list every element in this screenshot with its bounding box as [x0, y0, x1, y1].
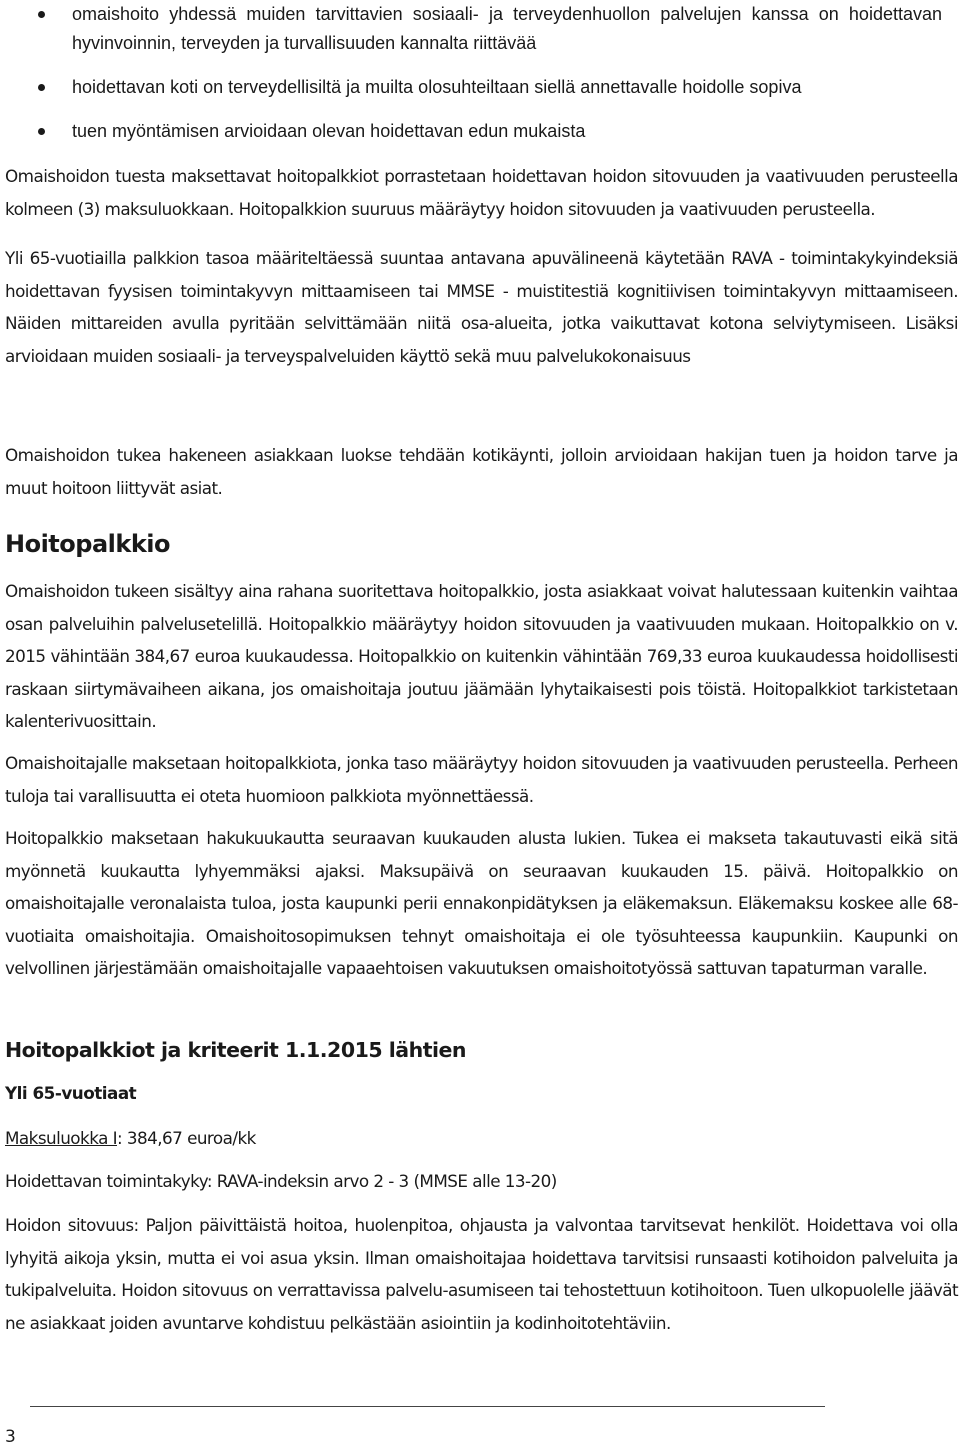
- bullet-dot-icon: [38, 128, 45, 135]
- toimintakyky-line: Hoidettavan toimintakyky: RAVA-indeksin arvo 2 - 3 (MMSE alle 13-20): [5, 1171, 557, 1191]
- page-number: 3: [5, 1427, 16, 1447]
- section-heading-kriteerit: Hoitopalkkiot ja kriteerit 1.1.2015 lähtien: [5, 1038, 467, 1062]
- maksuluokka-line: [5, 1128, 256, 1148]
- bullet-dot-icon: [38, 11, 45, 18]
- maksuluokka-label: Maksuluokka I: [5, 1128, 117, 1148]
- paragraph-maksupaiva: Hoitopalkkio maksetaan hakukuukautta seuraavan kuukauden alusta lukien. Tukea ei makseta takautuvasti eikä sitä myönnetä kuukautta lyhyemmäksi ajaksi. Maksupäivä on seuraavan kuukauden 15. päivä. Hoitopalkkio on omaishoitajalle veronalaista tuloa, josta kaupunki perii ennakonpidätyksen ja eläkemaksun. Eläkemaksu koskee alle 68-vuotiaita omaishoitajia. Omaishoitosopimuksen tehnyt omaishoitaja ei ole työsuhteessa kaupunkiin. Kaupunki on velvollinen järjestämään omaishoitajalle vapaaehtoisen vakuutuksen omaishoitotyössä sattuvan tapaturman varalle.: [5, 828, 958, 978]
- bullet-text: tuen myöntämisen arvioidaan olevan hoidettavan edun mukaista: [72, 121, 586, 141]
- section-heading-hoitopalkkio: Hoitopalkkio: [5, 530, 170, 558]
- paragraph-hoidon-sitovuus: Hoidon sitovuus: Paljon päivittäistä hoitoa, huolenpitoa, ohjausta ja valvontaa tarvitsevat henkilöt. Hoidettava voi olla lyhyitä aikoja yksin, mutta ei voi asua yksin. Ilman omaishoitajaa hoidettava tarvitsisi runsaasti kotihoidon palveluita ja tukipalveluita. Hoidon sitovuus on verrattavissa palvelu-asumiseen tai tehostettuun kotihoitoon. Tuen ulkopuolelle jäävät ne asiakkaat joiden avuntarve kohdistuu pelkästään asiointiin ja kodinhoitotehtäviin.: [5, 1215, 958, 1333]
- paragraph-rava-mmse: Yli 65-vuotiailla palkkion tasoa määriteltäessä suuntaa antavana apuvälineenä käytetään RAVA - toimintakykyindeksiä hoidettavan fyysisen toimintakyvyn mittaamiseen tai MMSE - muistitestiä kognitiivisen toimintakyvyn mittaamiseen. Näiden mittareiden avulla pyritään selvittämään niitä osa-alueita, jotka vaikuttavat kotona selviytymiseen. Lisäksi arvioidaan muiden sosiaali- ja terveyspalveluiden käyttö sekä muu palvelukokonaisuus: [5, 248, 958, 366]
- footer-divider: [30, 1406, 825, 1407]
- bullet-text: omaishoito yhdessä muiden tarvittavien sosiaali- ja terveydenhuollon palvelujen kanssa on hoidettavan hyvinvoinnin, terveyden ja turvallisuuden kannalta riittävää: [72, 4, 942, 53]
- paragraph-hoitopalkkio: Omaishoidon tukeen sisältyy aina rahana suoritettava hoitopalkkio, josta asiakkaat voivat halutessaan kuitenkin vaihtaa osan palveluihin palvelusetelillä. Hoitopalkkio määräytyy hoidon sitovuuden ja vaativuuden mukaan. Hoitopalkkio on v. 2015 vähintään 384,67 euroa kuukaudessa. Hoitopalkkio on kuitenkin vähintään 769,33 euroa kuukaudessa hoidollisesti raskaan siirtymävaiheen aikana, jos omaishoitaja joutuu jäämään lyhytaikaisesti pois töistä. Hoitopalkkiot tarkistetaan kalenterivuosittain.: [5, 581, 958, 731]
- paragraph-kotikaynti: Omaishoidon tukea hakeneen asiakkaan luokse tehdään kotikäynti, jolloin arvioidaan hakijan tuen ja hoidon tarve ja muut hoitoon liittyvät asiat.: [5, 445, 958, 498]
- bullet-dot-icon: [38, 84, 45, 91]
- maksuluokka-value: : 384,67 euroa/kk: [116, 1128, 256, 1148]
- bullet-text: hoidettavan koti on terveydellisiltä ja muilta olosuhteiltaan siellä annettavalle hoidolle sopiva: [72, 77, 802, 97]
- bullet-item: [0, 117, 603, 146]
- bullet-item: [0, 73, 819, 102]
- subheading-yli-65: Yli 65-vuotiaat: [5, 1083, 137, 1103]
- paragraph-maksuluokat: Omaishoidon tuesta maksettavat hoitopalkkiot porrastetaan hoidettavan hoidon sitovuuden ja vaativuuden perusteella kolmeen (3) maksuluokkaan. Hoitopalkkion suuruus määräytyy hoidon sitovuuden ja vaativuuden perusteella.: [5, 166, 958, 219]
- paragraph-maksetaan-hoitopalkkiota: Omaishoitajalle maksetaan hoitopalkkiota, jonka taso määräytyy hoidon sitovuuden ja vaativuuden perusteella. Perheen tuloja tai varallisuutta ei oteta huomioon palkkiota myönnettäessä.: [5, 753, 958, 806]
- bullet-item: [0, 0, 960, 58]
